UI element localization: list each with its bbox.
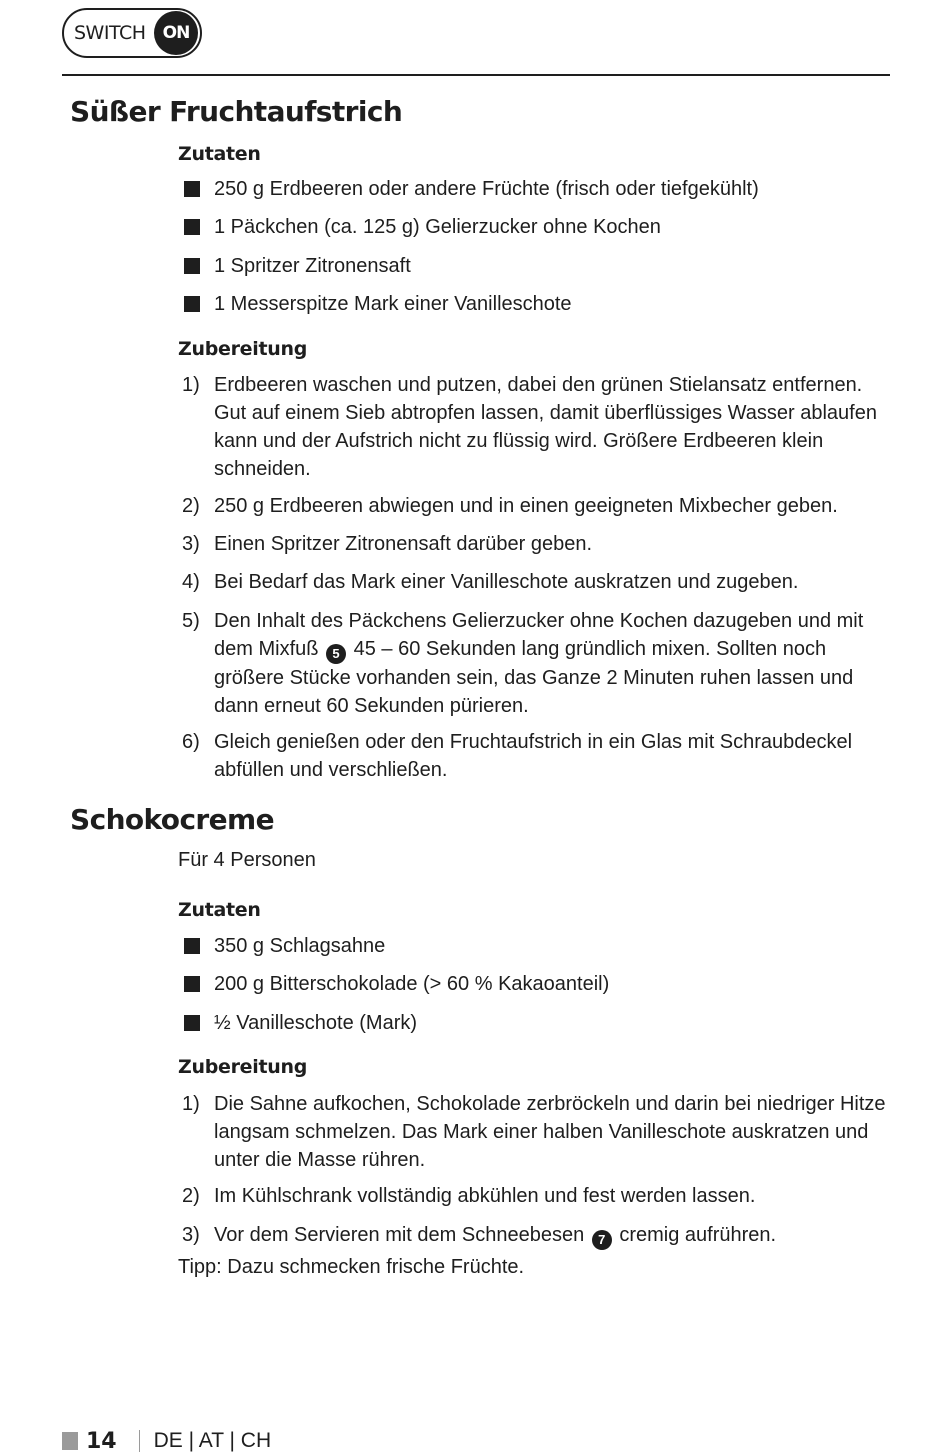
bullet-square-icon <box>184 1015 200 1031</box>
bullet-square-icon <box>184 181 200 197</box>
page-number: 14 <box>86 1428 117 1454</box>
ingredient-item: 250 g Erdbeeren oder andere Früchte (frisch oder tiefgekühlt) <box>184 175 759 203</box>
preparation-heading-2: Zubereitung <box>178 1056 307 1078</box>
ingredient-item: 350 g Schlagsahne <box>184 932 385 960</box>
footer-square-icon <box>62 1432 78 1450</box>
page-footer <box>62 1427 271 1455</box>
ingredient-item: 200 g Bitterschokolade (> 60 % Kakaoanteil) <box>184 970 609 998</box>
ingredient-item: 1 Spritzer Zitronensaft <box>184 252 411 280</box>
recipe-title-chocolate-cream: Schokocreme <box>70 803 275 836</box>
bullet-square-icon <box>184 258 200 274</box>
logo-text: SWITCH <box>74 22 146 44</box>
ingredients-heading-2: Zutaten <box>178 899 261 921</box>
bullet-square-icon <box>184 976 200 992</box>
bullet-square-icon <box>184 938 200 954</box>
bullet-square-icon <box>184 219 200 235</box>
ingredient-item: 1 Päckchen (ca. 125 g) Gelierzucker ohne Kochen <box>184 213 661 241</box>
preparation-heading-1: Zubereitung <box>178 338 307 360</box>
footer-divider <box>139 1430 140 1452</box>
servings-text: Für 4 Personen <box>178 849 316 871</box>
language-codes: DE | AT | CH <box>153 1429 272 1452</box>
recipe-title-fruit-spread: Süßer Fruchtaufstrich <box>70 95 403 128</box>
ingredient-item: 1 Messerspitze Mark einer Vanilleschote <box>184 290 572 318</box>
logo-on-badge: ON <box>154 11 198 55</box>
switchon-logo <box>62 8 202 58</box>
bullet-square-icon <box>184 296 200 312</box>
ingredient-item: ½ Vanilleschote (Mark) <box>184 1009 417 1037</box>
tip-text: Tipp: Dazu schmecken frische Früchte. <box>178 1256 525 1278</box>
part-number-7-marker: 7 <box>592 1230 612 1250</box>
ingredients-heading-1: Zutaten <box>178 143 261 165</box>
part-number-5-marker: 5 <box>326 644 346 664</box>
header-divider <box>62 74 890 76</box>
